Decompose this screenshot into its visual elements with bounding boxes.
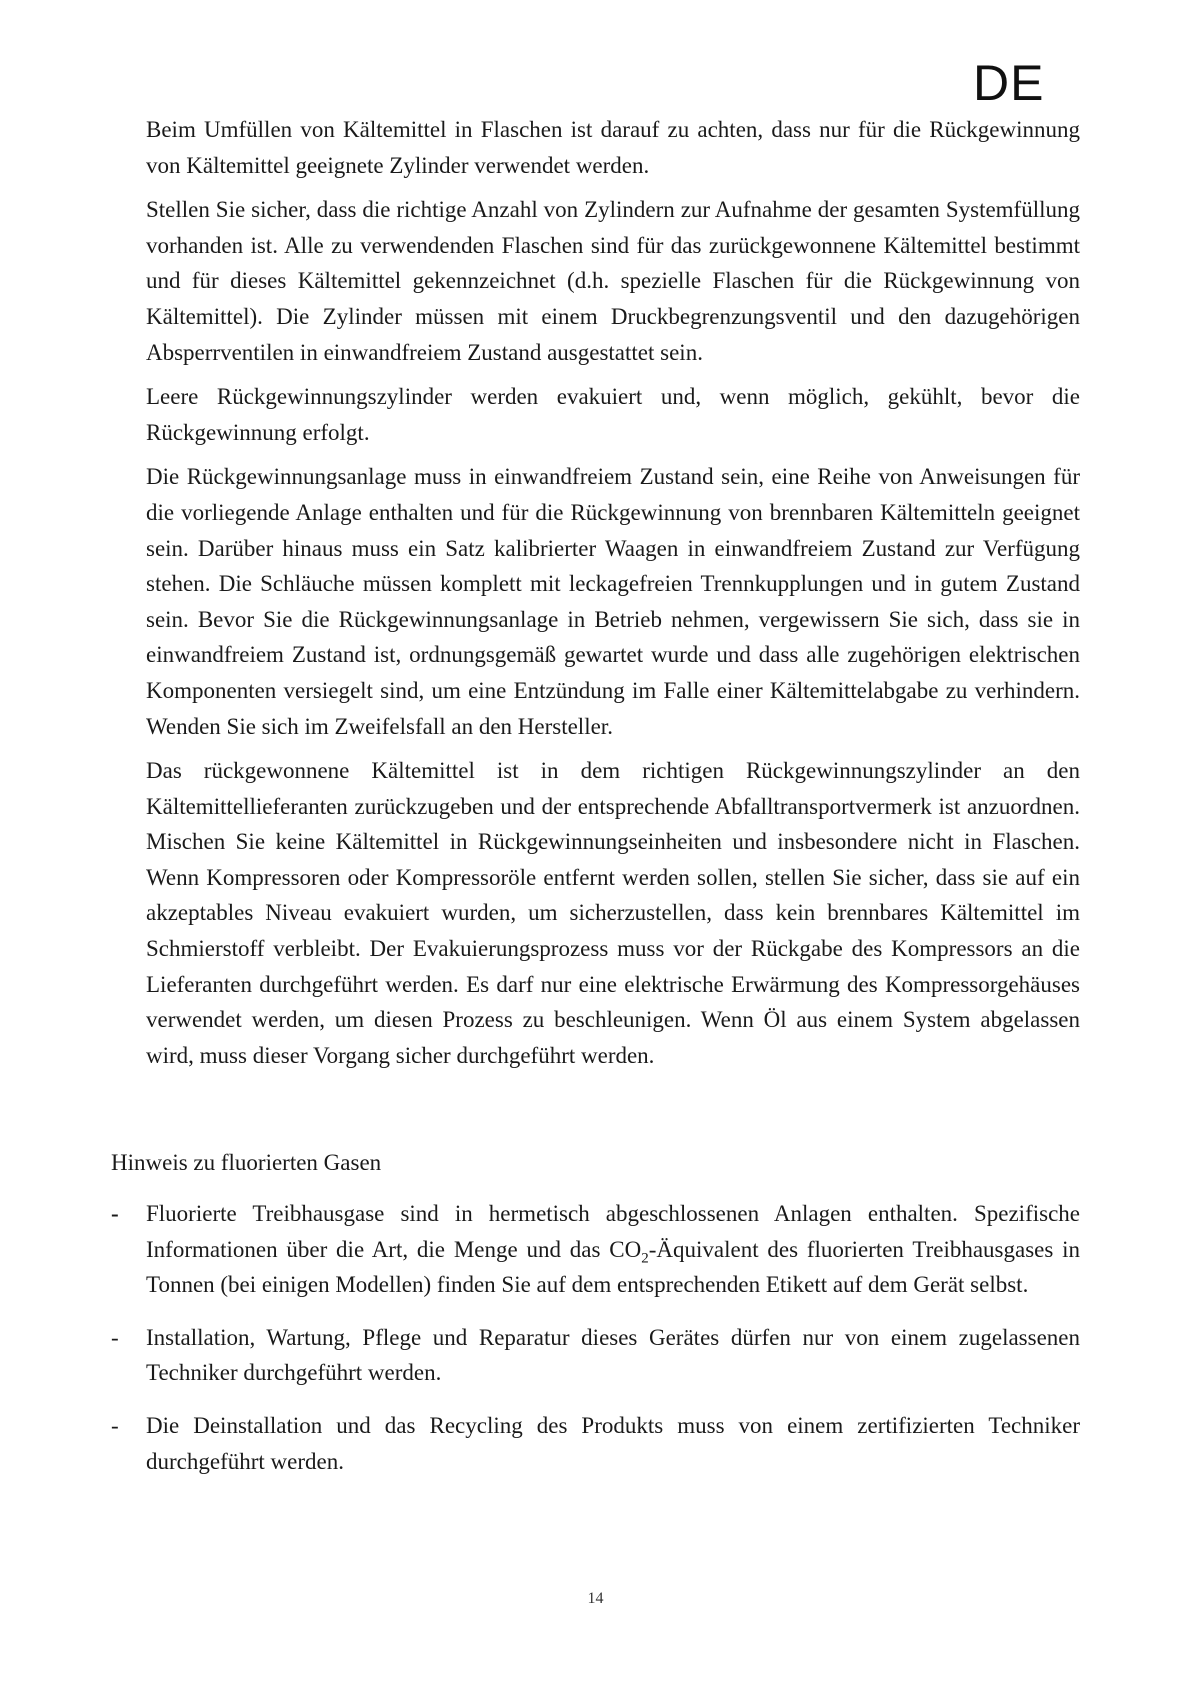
paragraph-empty-cylinders: Leere Rückgewinnungszylinder werden evakuiert und, wenn möglich, gekühlt, bevor die Rückgewinnung erfolgt. <box>146 384 1080 445</box>
note-text-installation: Installation, Wartung, Pflege und Reparatur dieses Gerätes dürfen nur von einem zugelassenen Techniker durchgeführt werden. <box>146 1324 1080 1386</box>
paragraph-cylinder-suitability: Beim Umfüllen von Kältemittel in Flaschen ist darauf zu achten, dass nur für die Rückgewinnung von Kältemittel geeignete Zylinder verwendet werden. <box>146 117 1080 178</box>
co2-subscript: 2 <box>641 1250 649 1267</box>
paragraph-refrigerant-return: Das rückgewonnene Kältemittel ist in dem richtigen Rückgewinnungszylinder an den Kältemittellieferanten zurückzugeben und der entsprechende Abfalltransportvermerk ist anzuordnen. Mischen Sie keine Kältemittel in Rückgewinnungseinheiten und insbesondere nicht in Flaschen. Wenn Kompressoren oder Kompressoröle entfernt werden sollen, stellen Sie sicher, dass sie auf ein akzeptables Niveau evakuiert wurden, um sicherzustellen, dass kein brennbares Kältemittel im Schmierstoff verbleibt. Der Evakuierungsprozess muss vor der Rückgabe des Kompressors an die Lieferanten durchgeführt werden. Es darf nur eine elektrische Erwärmung des Kompressorgehäuses verwendet werden, um diesen Prozess zu beschleunigen. Wenn Öl aus einem System abgelassen wird, muss dieser Vorgang sicher durchgeführt werden. <box>146 758 1080 1068</box>
bullet-dash: - <box>111 1412 119 1438</box>
page-number: 14 <box>587 1590 604 1607</box>
bullet-dash: - <box>111 1324 119 1350</box>
list-item <box>111 1320 1080 1391</box>
fluorinated-gas-notes <box>111 1196 1080 1496</box>
note-text-recycling: Die Deinstallation und das Recycling des Produkts muss von einem zertifizierten Techniker durchgeführt werden. <box>146 1412 1080 1474</box>
language-code-label: DE <box>973 55 1045 111</box>
fluorinated-gas-heading: Hinweis zu fluorierten Gasen <box>111 1150 382 1175</box>
paragraph-recovery-equipment: Die Rückgewinnungsanlage muss in einwandfreiem Zustand sein, eine Reihe von Anweisungen für die vorliegende Anlage enthalten und für die Rückgewinnung von brennbaren Kältemitteln geeignet sein. Darüber hinaus muss ein Satz kalibrierter Waagen in einwandfreiem Zustand zur Verfügung stehen. Die Schläuche müssen komplett mit leckagefreien Trennkupplungen und in gutem Zustand sein. Bevor Sie die Rückgewinnungsanlage in Betrieb nehmen, vergewissern Sie sich, dass sie in einwandfreiem Zustand ist, ordnungsgemäß gewartet wurde und dass alle zugehörigen elektrischen Komponenten versiegelt sind, um eine Entzündung im Falle einer Kältemittelabgabe zu verhindern. Wenden Sie sich im Zweifelsfall an den Hersteller. <box>146 464 1080 739</box>
list-item <box>111 1196 1080 1303</box>
note-text-greenhouse-gases <box>146 1196 1080 1303</box>
document-body <box>146 112 1080 1082</box>
note-text-part: -Äquivalent des fluorierten Treibhausgases in Tonnen (bei einigen Modellen) finden Sie auf dem entsprechenden Etikett auf dem Gerät selbst. <box>146 1236 1081 1298</box>
list-item <box>111 1408 1080 1479</box>
note-text-part: Fluorierte Treibhausgase sind in hermetisch abgeschlossenen Anlagen enthalten. Spezifische Informationen über die Art, die Menge und das CO <box>146 1201 1080 1262</box>
bullet-dash: - <box>111 1201 119 1226</box>
paragraph-cylinder-count: Stellen Sie sicher, dass die richtige Anzahl von Zylindern zur Aufnahme der gesamten Systemfüllung vorhanden ist. Alle zu verwendenden Flaschen sind für das zurückgewonnene Kältemittel bestimmt und für dieses Kältemittel gekennzeichnet (d.h. spezielle Flaschen für die Rückgewinnung von Kältemittel). Die Zylinder müssen mit einem Druckbegrenzungsventil und den dazugehörigen Absperrventilen in einwandfreiem Zustand ausgestattet sein. <box>146 197 1080 365</box>
